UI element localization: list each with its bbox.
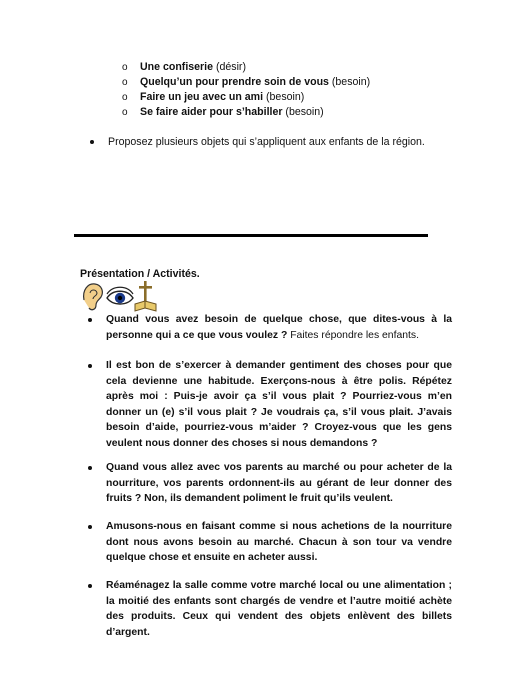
circle-bullet-icon: o: [122, 107, 128, 118]
item-tag: (besoin): [328, 76, 371, 88]
activity-item: [90, 578, 452, 640]
bullet-dot-icon: [90, 140, 94, 144]
item-tag: (désir): [213, 61, 246, 73]
horizontal-rule: [74, 234, 428, 237]
activity-normal-text: Faites répondre les enfants.: [287, 329, 420, 341]
activity-text: [106, 358, 452, 451]
eye-icon: [107, 287, 133, 304]
bullet-dot-icon: [88, 584, 92, 588]
list-item: [120, 90, 370, 105]
propose-text: Proposez plusieurs objets qui s’appliquent aux enfants de la région.: [108, 136, 425, 148]
ear-icon: [84, 284, 103, 310]
activity-bold-text: Réaménagez la salle comme votre marché local ou une alimentation ; la moitié des enfants sont chargés de vendre et l’autre moitié achète des produits. Ceux qui vendent des objets enlèvent des billets d’argent.: [106, 580, 452, 638]
book-cross-icon: [135, 281, 156, 311]
activity-bold-text: Quand vous allez avec vos parents au marché ou pour acheter de la nourriture, vos parents ordonnent-ils au gérant de leur donner des fruits ? Non, ils demandent poliment le fruit qu’ils veulent.: [106, 462, 452, 504]
bullet-dot-icon: [88, 466, 92, 470]
list-item: [120, 60, 370, 75]
activity-text: [106, 460, 452, 507]
circle-bullet-icon: o: [122, 92, 128, 103]
item-bold-text: Faire un jeu avec un ami: [140, 91, 264, 103]
needs-sublist: [120, 60, 370, 120]
list-item: [120, 75, 370, 90]
item-bold-text: Une confiserie: [140, 61, 214, 73]
activity-item: [90, 312, 452, 343]
bullet-dot-icon: [88, 364, 92, 368]
activity-icons: [80, 280, 170, 314]
item-tag: (besoin): [263, 91, 305, 103]
activity-bold-text: Amusons-nous en faisant comme si nous achetions de la nourriture dont nous avons besoin au marché. Chacun à son tour va vendre quelque chose et ensuite en acheter aussi.: [106, 521, 452, 563]
item-bold-text: Se faire aider pour s’habiller: [140, 106, 283, 118]
item-bold-text: Quelqu’un pour prendre soin de vous: [140, 76, 329, 88]
activity-text: [106, 312, 452, 343]
activity-item: [90, 358, 452, 451]
activity-item: [90, 519, 452, 566]
bullet-dot-icon: [88, 525, 92, 529]
circle-bullet-icon: o: [122, 77, 128, 88]
bullet-dot-icon: [88, 318, 92, 322]
item-tag: (besoin): [282, 106, 324, 118]
circle-bullet-icon: o: [122, 62, 128, 73]
section-heading: Présentation / Activités.: [80, 268, 200, 280]
activity-text: [106, 578, 452, 640]
activity-bold-text: Quand vous avez besoin de quelque chose, que dites-vous à la personne qui a ce que vous voulez ?: [106, 314, 452, 341]
activity-bold-text: Il est bon de s’exercer à demander gentiment des choses pour que cela devienne une habitude. Exerçons-nous à être polis. Répétez après moi : Puis-je avoir ça s’il vous plait ? Pourriez-vous m’en donner un (e) s’il vous plait ? Je voudrais ça, s’il vous plait. J’avais besoin d’aide, pourriez-vous m’aider ? Croyez-vous que les gens veulent nous donner des choses si nous demandons ?: [106, 360, 452, 449]
activity-text: [106, 519, 452, 566]
list-item: [120, 105, 370, 120]
activity-item: [90, 460, 452, 507]
